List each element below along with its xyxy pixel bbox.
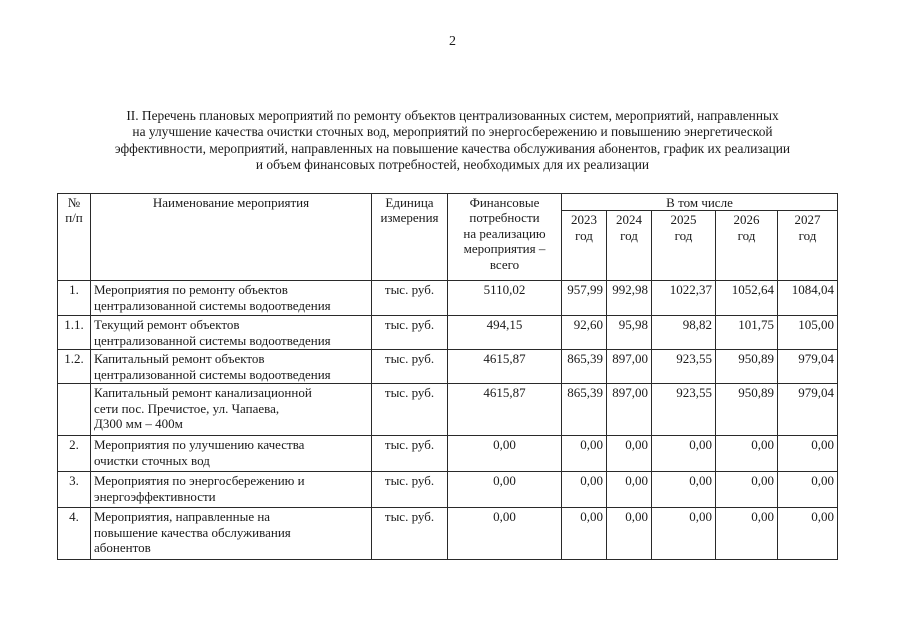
row-unit: тыс. руб. <box>372 508 448 560</box>
row-name: Капитальный ремонт канализационной сети пос. Пречистое, ул. Чапаева, Д300 мм – 400м <box>91 384 372 436</box>
row-year-value: 0,00 <box>778 436 838 472</box>
row-year-value: 0,00 <box>716 472 778 508</box>
row-year-value: 0,00 <box>562 436 607 472</box>
header-year: 2023 год <box>562 211 607 281</box>
row-unit: тыс. руб. <box>372 316 448 350</box>
row-year-value: 1084,04 <box>778 281 838 316</box>
section-title <box>50 108 855 174</box>
row-year-value: 865,39 <box>562 350 607 384</box>
row-year-value: 0,00 <box>607 508 652 560</box>
row-year-value: 923,55 <box>652 384 716 436</box>
row-year-value: 979,04 <box>778 350 838 384</box>
header-unit: Единица измерения <box>372 194 448 281</box>
header-including: В том числе <box>562 194 838 211</box>
header-num: № п/п <box>58 194 91 281</box>
row-year-value: 0,00 <box>778 472 838 508</box>
row-total: 0,00 <box>448 472 562 508</box>
row-year-value: 95,98 <box>607 316 652 350</box>
row-year-value: 101,75 <box>716 316 778 350</box>
table-row <box>58 350 838 384</box>
header-name: Наименование мероприятия <box>91 194 372 281</box>
row-num: 3. <box>58 472 91 508</box>
row-unit: тыс. руб. <box>372 472 448 508</box>
row-year-value: 0,00 <box>652 436 716 472</box>
row-year-value: 0,00 <box>607 472 652 508</box>
header-year: 2024 год <box>607 211 652 281</box>
row-year-value: 0,00 <box>562 472 607 508</box>
financial-plan-table <box>57 193 838 560</box>
header-year: 2025 год <box>652 211 716 281</box>
row-num: 1.1. <box>58 316 91 350</box>
row-year-value: 923,55 <box>652 350 716 384</box>
table-row <box>58 436 838 472</box>
row-total: 494,15 <box>448 316 562 350</box>
row-year-value: 0,00 <box>716 508 778 560</box>
header-year: 2027 год <box>778 211 838 281</box>
row-name: Капитальный ремонт объектов централизованной системы водоотведения <box>91 350 372 384</box>
row-year-value: 0,00 <box>716 436 778 472</box>
row-num <box>58 384 91 436</box>
section-title-line: и объем финансовых потребностей, необходимых для их реализации <box>255 157 650 173</box>
row-year-value: 1022,37 <box>652 281 716 316</box>
row-num: 1.2. <box>58 350 91 384</box>
table-row <box>58 384 838 436</box>
row-name: Мероприятия, направленные на повышение качества обслуживания абонентов <box>91 508 372 560</box>
row-total: 4615,87 <box>448 384 562 436</box>
row-year-value: 105,00 <box>778 316 838 350</box>
row-year-value: 98,82 <box>652 316 716 350</box>
row-year-value: 950,89 <box>716 384 778 436</box>
row-year-value: 979,04 <box>778 384 838 436</box>
row-num: 4. <box>58 508 91 560</box>
row-year-value: 0,00 <box>652 508 716 560</box>
table-row <box>58 472 838 508</box>
row-year-value: 950,89 <box>716 350 778 384</box>
row-unit: тыс. руб. <box>372 350 448 384</box>
row-year-value: 0,00 <box>607 436 652 472</box>
table-row <box>58 281 838 316</box>
section-title-line: эффективности, мероприятий, направленных на повышение качества обслуживания абонентов, график их реализации <box>114 140 791 156</box>
row-year-value: 0,00 <box>778 508 838 560</box>
table-body <box>58 281 838 560</box>
row-year-value: 0,00 <box>652 472 716 508</box>
row-name: Текущий ремонт объектов централизованной системы водоотведения <box>91 316 372 350</box>
header-year: 2026 год <box>716 211 778 281</box>
row-year-value: 957,99 <box>562 281 607 316</box>
row-total: 5110,02 <box>448 281 562 316</box>
row-total: 0,00 <box>448 508 562 560</box>
row-year-value: 0,00 <box>562 508 607 560</box>
row-year-value: 92,60 <box>562 316 607 350</box>
section-title-line: на улучшение качества очистки сточных вод, мероприятий по энергосбережению и повышению энергетической <box>132 124 773 140</box>
row-unit: тыс. руб. <box>372 384 448 436</box>
row-unit: тыс. руб. <box>372 436 448 472</box>
table-header <box>58 194 838 281</box>
header-total: Финансовые потребности на реализацию мероприятия – всего <box>448 194 562 281</box>
row-num: 1. <box>58 281 91 316</box>
row-total: 0,00 <box>448 436 562 472</box>
row-year-value: 897,00 <box>607 384 652 436</box>
row-year-value: 865,39 <box>562 384 607 436</box>
row-name: Мероприятия по энергосбережению и энергоэффективности <box>91 472 372 508</box>
row-year-value: 992,98 <box>607 281 652 316</box>
table-row <box>58 316 838 350</box>
table-row <box>58 508 838 560</box>
section-title-line: II. Перечень плановых мероприятий по ремонту объектов централизованных систем, мероприятий, направленных <box>126 108 779 123</box>
row-year-value: 1052,64 <box>716 281 778 316</box>
row-num: 2. <box>58 436 91 472</box>
row-unit: тыс. руб. <box>372 281 448 316</box>
row-year-value: 897,00 <box>607 350 652 384</box>
page-number: 2 <box>449 34 456 49</box>
row-name: Мероприятия по улучшению качества очистки сточных вод <box>91 436 372 472</box>
row-name: Мероприятия по ремонту объектов централизованной системы водоотведения <box>91 281 372 316</box>
row-total: 4615,87 <box>448 350 562 384</box>
